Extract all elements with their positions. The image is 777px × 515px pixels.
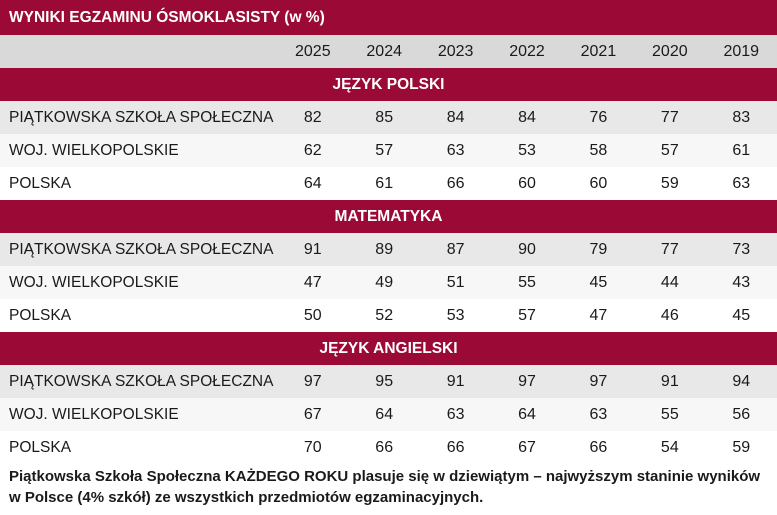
section-title: JĘZYK ANGIELSKI bbox=[0, 332, 777, 365]
table-row bbox=[0, 431, 777, 464]
table-row bbox=[0, 134, 777, 167]
score-cell: 63 bbox=[706, 167, 777, 200]
score-cell: 70 bbox=[277, 431, 348, 464]
score-cell: 46 bbox=[634, 299, 705, 332]
year-header: 2024 bbox=[349, 35, 420, 68]
score-cell: 95 bbox=[349, 365, 420, 398]
table-title: WYNIKI EGZAMINU ÓSMOKLASISTY (w %) bbox=[0, 0, 777, 35]
score-cell: 83 bbox=[706, 101, 777, 134]
row-label: WOJ. WIELKOPOLSKIE bbox=[0, 134, 277, 167]
score-cell: 61 bbox=[706, 134, 777, 167]
score-cell: 64 bbox=[277, 167, 348, 200]
score-cell: 97 bbox=[277, 365, 348, 398]
score-cell: 57 bbox=[349, 134, 420, 167]
score-cell: 77 bbox=[634, 101, 705, 134]
section-header-row bbox=[0, 68, 777, 101]
score-cell: 67 bbox=[277, 398, 348, 431]
score-cell: 61 bbox=[349, 167, 420, 200]
table-row bbox=[0, 299, 777, 332]
score-cell: 54 bbox=[634, 431, 705, 464]
row-label: POLSKA bbox=[0, 167, 277, 200]
year-header: 2020 bbox=[634, 35, 705, 68]
row-label: POLSKA bbox=[0, 299, 277, 332]
score-cell: 59 bbox=[706, 431, 777, 464]
row-label: POLSKA bbox=[0, 431, 277, 464]
score-cell: 51 bbox=[420, 266, 491, 299]
score-cell: 47 bbox=[277, 266, 348, 299]
score-cell: 49 bbox=[349, 266, 420, 299]
score-cell: 59 bbox=[634, 167, 705, 200]
row-label: PIĄTKOWSKA SZKOŁA SPOŁECZNA bbox=[0, 101, 277, 134]
score-cell: 90 bbox=[491, 233, 562, 266]
score-cell: 44 bbox=[634, 266, 705, 299]
year-header: 2022 bbox=[491, 35, 562, 68]
score-cell: 87 bbox=[420, 233, 491, 266]
score-cell: 57 bbox=[634, 134, 705, 167]
score-cell: 53 bbox=[420, 299, 491, 332]
score-cell: 91 bbox=[634, 365, 705, 398]
section-title: MATEMATYKA bbox=[0, 200, 777, 233]
score-cell: 64 bbox=[491, 398, 562, 431]
score-cell: 57 bbox=[491, 299, 562, 332]
score-cell: 66 bbox=[420, 167, 491, 200]
score-cell: 63 bbox=[420, 134, 491, 167]
footnote: Piątkowska Szkoła Społeczna KAŻDEGO ROKU plasuje się w dziewiątym – najwyższym staninie wyników w Polsce (4% szkół) ze wszystkich przedmiotów egzaminacyjnych. bbox=[9, 468, 761, 506]
section-title: JĘZYK POLSKI bbox=[0, 68, 777, 101]
score-cell: 60 bbox=[491, 167, 562, 200]
table-row bbox=[0, 398, 777, 431]
row-label: PIĄTKOWSKA SZKOŁA SPOŁECZNA bbox=[0, 233, 277, 266]
score-cell: 66 bbox=[420, 431, 491, 464]
score-cell: 53 bbox=[491, 134, 562, 167]
score-cell: 63 bbox=[563, 398, 634, 431]
table-row bbox=[0, 233, 777, 266]
score-cell: 94 bbox=[706, 365, 777, 398]
score-cell: 62 bbox=[277, 134, 348, 167]
score-cell: 82 bbox=[277, 101, 348, 134]
score-cell: 66 bbox=[563, 431, 634, 464]
score-cell: 56 bbox=[706, 398, 777, 431]
score-cell: 55 bbox=[634, 398, 705, 431]
years-header-row bbox=[0, 35, 777, 68]
score-cell: 43 bbox=[706, 266, 777, 299]
score-cell: 91 bbox=[420, 365, 491, 398]
row-label: WOJ. WIELKOPOLSKIE bbox=[0, 266, 277, 299]
score-cell: 45 bbox=[706, 299, 777, 332]
score-cell: 77 bbox=[634, 233, 705, 266]
score-cell: 55 bbox=[491, 266, 562, 299]
row-label: PIĄTKOWSKA SZKOŁA SPOŁECZNA bbox=[0, 365, 277, 398]
score-cell: 84 bbox=[420, 101, 491, 134]
year-header: 2023 bbox=[420, 35, 491, 68]
score-cell: 84 bbox=[491, 101, 562, 134]
score-cell: 58 bbox=[563, 134, 634, 167]
year-header: 2019 bbox=[706, 35, 777, 68]
score-cell: 73 bbox=[706, 233, 777, 266]
score-cell: 67 bbox=[491, 431, 562, 464]
section-header-row bbox=[0, 200, 777, 233]
year-header: 2025 bbox=[277, 35, 348, 68]
year-header: 2021 bbox=[563, 35, 634, 68]
score-cell: 66 bbox=[349, 431, 420, 464]
score-cell: 91 bbox=[277, 233, 348, 266]
score-cell: 64 bbox=[349, 398, 420, 431]
score-cell: 89 bbox=[349, 233, 420, 266]
score-cell: 52 bbox=[349, 299, 420, 332]
score-cell: 47 bbox=[563, 299, 634, 332]
score-cell: 97 bbox=[563, 365, 634, 398]
score-cell: 79 bbox=[563, 233, 634, 266]
score-cell: 97 bbox=[491, 365, 562, 398]
table-row bbox=[0, 167, 777, 200]
score-cell: 50 bbox=[277, 299, 348, 332]
score-cell: 63 bbox=[420, 398, 491, 431]
score-cell: 60 bbox=[563, 167, 634, 200]
row-label: WOJ. WIELKOPOLSKIE bbox=[0, 398, 277, 431]
score-cell: 85 bbox=[349, 101, 420, 134]
years-header-blank bbox=[0, 35, 277, 68]
score-cell: 45 bbox=[563, 266, 634, 299]
title-row bbox=[0, 0, 777, 35]
table-row bbox=[0, 266, 777, 299]
table-row bbox=[0, 365, 777, 398]
score-cell: 76 bbox=[563, 101, 634, 134]
section-header-row bbox=[0, 332, 777, 365]
table-row bbox=[0, 101, 777, 134]
